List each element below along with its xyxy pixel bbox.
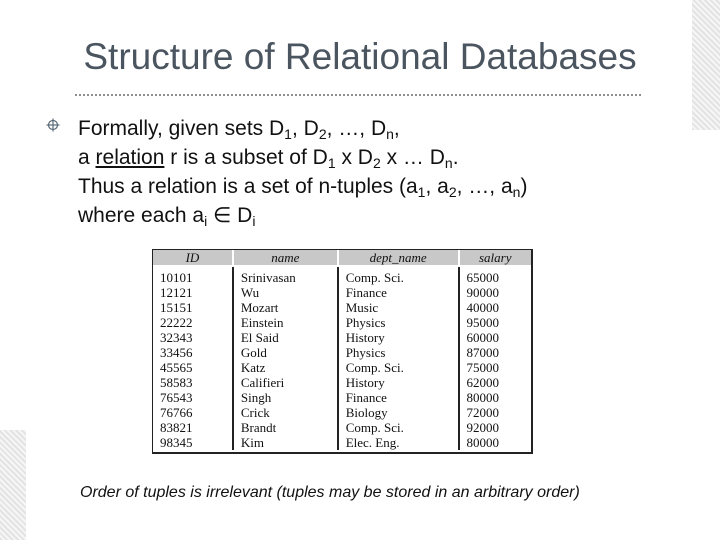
cell-id: 83821 xyxy=(153,420,233,435)
cell-id: 33456 xyxy=(153,345,233,360)
table-header-row xyxy=(153,250,531,266)
table-row xyxy=(153,345,531,360)
table-row xyxy=(153,375,531,390)
table-row xyxy=(153,435,531,450)
body-line-4: where each $a_i$ ∈ $D_i$ xyxy=(78,204,256,229)
relation-term: relation xyxy=(95,146,165,169)
title-divider xyxy=(75,94,641,96)
cell-salary: 80000 xyxy=(466,390,499,405)
tuple-order-note: Order of tuples is irrelevant (tuples may be stored in an arbitrary order) xyxy=(80,484,580,501)
cell-salary: 87000 xyxy=(466,345,499,360)
cell-name: Crick xyxy=(233,405,338,420)
cell-name: Mozart xyxy=(233,300,338,315)
cell-dept-name: Physics xyxy=(338,345,459,360)
table-row xyxy=(153,420,531,435)
slide-body xyxy=(78,114,678,230)
column-header-name: name xyxy=(233,250,338,266)
cell-id: 32343 xyxy=(153,330,233,345)
cell-id: 76543 xyxy=(153,390,233,405)
cell-name: Katz xyxy=(233,360,338,375)
cell-dept-name: Finance xyxy=(338,390,459,405)
body-line-1: Formally, given sets $D_1$, $D_2$, …, $D_n$, xyxy=(78,117,400,142)
body-line-3: Thus a relation is a set of n-tuples ($a_1$, $a_2$, …, $a_n$) xyxy=(78,175,528,200)
cell-id: 58583 xyxy=(153,375,233,390)
table-row xyxy=(153,390,531,405)
cell-name: Gold xyxy=(233,345,338,360)
corner-decoration-bottom-left xyxy=(0,430,26,540)
cell-dept-name: Comp. Sci. xyxy=(338,420,459,435)
cell-name: Srinivasan xyxy=(233,266,338,285)
slide-title: Structure of Relational Databases xyxy=(83,36,637,77)
cell-salary: 95000 xyxy=(466,315,499,330)
table-row xyxy=(153,315,531,330)
cell-salary: 60000 xyxy=(466,330,499,345)
cell-name: Wu xyxy=(233,285,338,300)
cell-name: Kim xyxy=(233,435,338,450)
cell-salary: 75000 xyxy=(466,360,499,375)
instructor-relation xyxy=(153,250,531,450)
cell-salary: 72000 xyxy=(466,405,499,420)
cell-salary: 90000 xyxy=(466,285,499,300)
cell-id: 12121 xyxy=(153,285,233,300)
cell-id: 10101 xyxy=(153,266,233,285)
column-header-salary: salary xyxy=(459,250,532,266)
table-row xyxy=(153,360,531,375)
cell-id: 15151 xyxy=(153,300,233,315)
column-header-dept-name: dept_name xyxy=(338,250,459,266)
table-row xyxy=(153,405,531,420)
cell-dept-name: Finance xyxy=(338,285,459,300)
table-row xyxy=(153,266,531,285)
cell-dept-name: Comp. Sci. xyxy=(338,266,459,285)
cell-dept-name: History xyxy=(338,375,459,390)
table-row xyxy=(153,330,531,345)
cell-dept-name: Comp. Sci. xyxy=(338,360,459,375)
cell-salary: 92000 xyxy=(466,420,499,435)
cell-salary: 80000 xyxy=(466,435,499,450)
column-header-id: ID xyxy=(153,250,233,266)
cell-name: El Said xyxy=(233,330,338,345)
cell-dept-name: Biology xyxy=(338,405,459,420)
instructor-table xyxy=(152,249,533,454)
cell-id: 98345 xyxy=(153,435,233,450)
cell-name: Califieri xyxy=(233,375,338,390)
cell-salary: 62000 xyxy=(466,375,499,390)
cell-salary: 65000 xyxy=(466,270,499,285)
cell-dept-name: Music xyxy=(338,300,459,315)
table-row xyxy=(153,285,531,300)
cell-name: Brandt xyxy=(233,420,338,435)
cell-dept-name: Physics xyxy=(338,315,459,330)
cell-dept-name: History xyxy=(338,330,459,345)
cell-name: Einstein xyxy=(233,315,338,330)
crosshair-circle-icon xyxy=(46,118,60,132)
cell-dept-name: Elec. Eng. xyxy=(338,435,459,450)
cell-id: 45565 xyxy=(153,360,233,375)
cell-id: 76766 xyxy=(153,405,233,420)
body-line-2: a relation r is a subset of $D_1$ x $D_2$ x … $D_n$. xyxy=(78,146,459,171)
table-row xyxy=(153,300,531,315)
cell-salary: 40000 xyxy=(466,300,499,315)
cell-name: Singh xyxy=(233,390,338,405)
cell-id: 22222 xyxy=(153,315,233,330)
